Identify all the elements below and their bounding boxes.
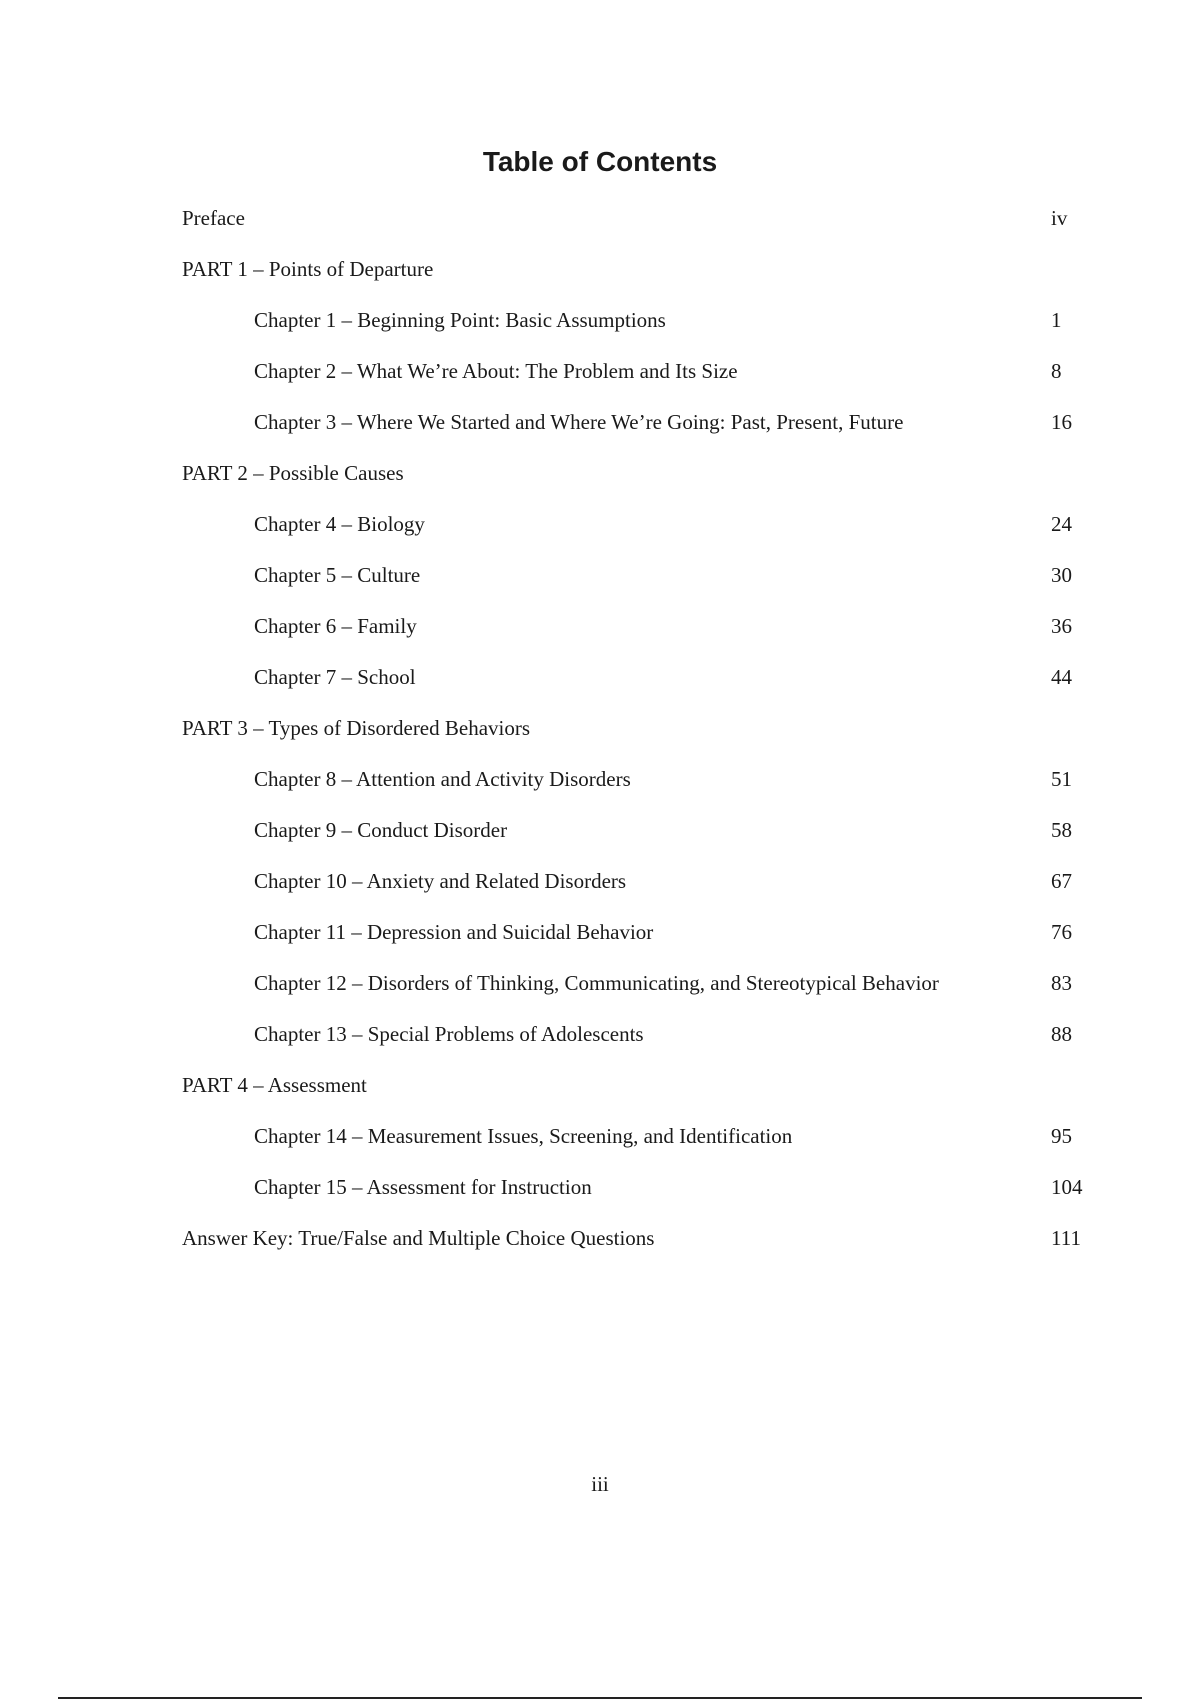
toc-entry-label: Chapter 4 – Biology xyxy=(254,512,425,536)
toc-entry-label: Chapter 14 – Measurement Issues, Screening, and Identification xyxy=(254,1124,793,1148)
toc-entry-label: Chapter 7 – School xyxy=(254,665,416,689)
toc-section-entry[interactable] xyxy=(0,198,1200,249)
toc-entry-label: Chapter 5 – Culture xyxy=(254,563,421,587)
toc-chapter-entry[interactable] xyxy=(0,810,1200,861)
toc-section-entry[interactable] xyxy=(0,453,1200,504)
bottom-divider xyxy=(58,1697,1142,1699)
toc-section-entry[interactable] xyxy=(0,1218,1200,1269)
toc-chapter-entry[interactable] xyxy=(0,1116,1200,1167)
toc-entry-page-number: 44 xyxy=(1051,665,1072,689)
toc-entry-label: Chapter 13 – Special Problems of Adolescents xyxy=(254,1022,644,1046)
toc-entry-page-number: 67 xyxy=(1051,869,1072,893)
toc-chapter-entry[interactable] xyxy=(0,963,1200,1014)
toc-chapter-entry[interactable] xyxy=(0,351,1200,402)
toc-chapter-entry[interactable] xyxy=(0,1014,1200,1065)
toc-section-entry[interactable] xyxy=(0,708,1200,759)
toc-chapter-entry[interactable] xyxy=(0,555,1200,606)
toc-entry-page-number: iv xyxy=(1051,206,1068,230)
toc-section-entry[interactable] xyxy=(0,249,1200,300)
toc-entry-label: Chapter 15 – Assessment for Instruction xyxy=(254,1175,592,1199)
toc-entry-page-number: 16 xyxy=(1051,410,1072,434)
toc-chapter-entry[interactable] xyxy=(0,657,1200,708)
page-number-footer: iii xyxy=(591,1472,609,1496)
toc-entry-label: PART 3 – Types of Disordered Behaviors xyxy=(182,716,531,740)
toc-entry-label: Chapter 12 – Disorders of Thinking, Communicating, and Stereotypical Behavior xyxy=(254,971,939,995)
toc-entry-label: PART 1 – Points of Departure xyxy=(182,257,434,281)
toc-entry-page-number: 95 xyxy=(1051,1124,1072,1148)
toc-entry-page-number: 8 xyxy=(1051,359,1062,383)
toc-entry-page-number: 24 xyxy=(1051,512,1072,536)
toc-entry-page-number: 104 xyxy=(1051,1175,1083,1199)
toc-entry-label: PART 4 – Assessment xyxy=(182,1073,367,1097)
page-title: Table of Contents xyxy=(482,146,718,177)
toc-chapter-entry[interactable] xyxy=(0,1167,1200,1218)
toc-entry-label: Preface xyxy=(182,206,245,230)
toc-section-entry[interactable] xyxy=(0,1065,1200,1116)
toc-chapter-entry[interactable] xyxy=(0,300,1200,351)
toc-entry-label: Chapter 9 – Conduct Disorder xyxy=(254,818,508,842)
toc-chapter-entry[interactable] xyxy=(0,606,1200,657)
toc-entry-label: Chapter 6 – Family xyxy=(254,614,417,638)
toc-entry-page-number: 76 xyxy=(1051,920,1072,944)
toc-entry-label: Chapter 1 – Beginning Point: Basic Assumptions xyxy=(254,308,666,332)
toc-entry-label: Chapter 3 – Where We Started and Where We’re Going: Past, Present, Future xyxy=(254,410,904,434)
toc-chapter-entry[interactable] xyxy=(0,402,1200,453)
toc-entry-page-number: 36 xyxy=(1051,614,1072,638)
toc-entry-page-number: 51 xyxy=(1051,767,1072,791)
toc-chapter-entry[interactable] xyxy=(0,759,1200,810)
toc-entry-page-number: 1 xyxy=(1051,308,1062,332)
toc-chapter-entry[interactable] xyxy=(0,912,1200,963)
toc-entry-label: Chapter 10 – Anxiety and Related Disorders xyxy=(254,869,627,893)
toc-entry-label: Chapter 2 – What We’re About: The Problem and Its Size xyxy=(254,359,738,383)
toc-entry-label: Chapter 11 – Depression and Suicidal Behavior xyxy=(254,920,654,944)
table-of-contents xyxy=(0,198,1200,1269)
toc-chapter-entry[interactable] xyxy=(0,504,1200,555)
toc-entry-label: PART 2 – Possible Causes xyxy=(182,461,404,485)
toc-chapter-entry[interactable] xyxy=(0,861,1200,912)
toc-entry-page-number: 58 xyxy=(1051,818,1072,842)
toc-entry-page-number: 30 xyxy=(1051,563,1072,587)
toc-entry-label: Answer Key: True/False and Multiple Choice Questions xyxy=(182,1226,655,1250)
toc-entry-label: Chapter 8 – Attention and Activity Disorders xyxy=(254,767,631,791)
toc-entry-page-number: 111 xyxy=(1051,1226,1081,1250)
toc-entry-page-number: 83 xyxy=(1051,971,1072,995)
toc-entry-page-number: 88 xyxy=(1051,1022,1072,1046)
